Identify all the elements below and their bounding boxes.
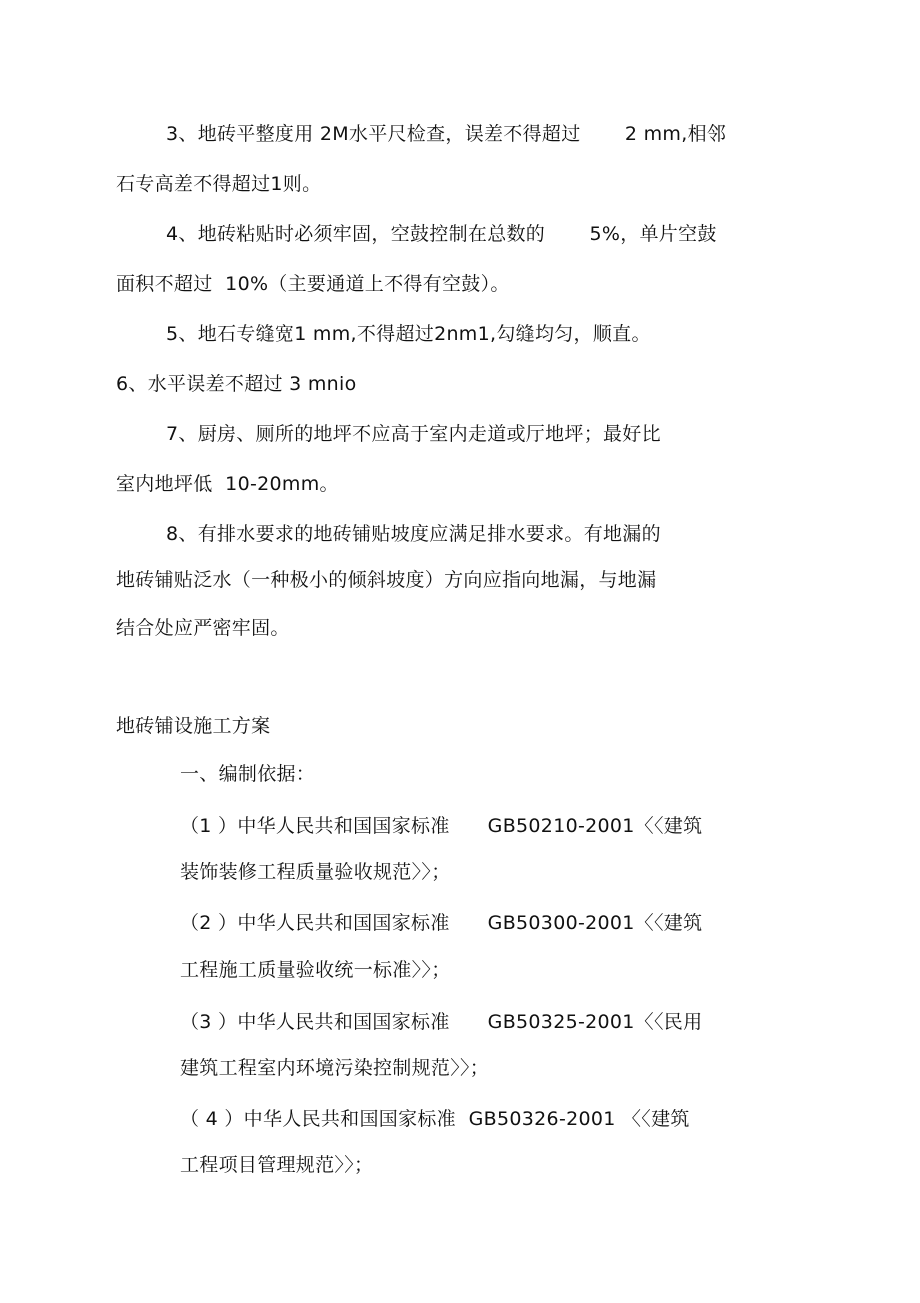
- text-line-item-8-cont2: 结合处应严密牢固。: [116, 617, 290, 639]
- text-line-item-4-cont: 面积不超过 10%（主要通道上不得有空鼓）。: [116, 273, 510, 295]
- reference-4: （ 4 ）中华人民共和国国家标准 GB50326-2001 〈〈建筑: [180, 1108, 690, 1130]
- reference-2: （2 ）中华人民共和国国家标准 GB50300-2001〈〈建筑: [180, 912, 703, 934]
- text-line-item-5: 5、地石专缝宽1 mm,不得超过2nm1,勾缝均匀，顺直。: [166, 323, 651, 345]
- text-line-item-3-cont: 石专高差不得超过1则。: [116, 173, 322, 195]
- subheading: 一、编制依据：: [180, 763, 316, 785]
- section-title: 地砖铺设施工方案: [116, 715, 271, 737]
- text-line-item-6: 6、水平误差不超过 3 mnio: [116, 373, 357, 395]
- text-line-item-3: 3、地砖平整度用 2M水平尺检查，误差不得超过 2 mm,相邻: [166, 123, 727, 145]
- reference-2-cont: 工程施工质量验收统一标准〉〉；: [180, 959, 451, 981]
- text-line-item-7-cont: 室内地坪低 10-20mm。: [116, 473, 339, 495]
- text-line-item-4: 4、地砖粘贴时必须牢固，空鼓控制在总数的 5%，单片空鼓: [166, 223, 717, 245]
- reference-1: （1 ）中华人民共和国国家标准 GB50210-2001〈〈建筑: [180, 815, 703, 837]
- reference-3: （3 ）中华人民共和国国家标准 GB50325-2001〈〈民用: [180, 1011, 703, 1033]
- reference-3-cont: 建筑工程室内环境污染控制规范〉〉；: [180, 1057, 490, 1079]
- text-line-item-8: 8、有排水要求的地砖铺贴坡度应满足排水要求。有地漏的: [166, 523, 661, 545]
- text-line-item-7: 7、厨房、厕所的地坪不应高于室内走道或厅地坪；最好比: [166, 423, 661, 445]
- reference-4-cont: 工程项目管理规范〉〉；: [180, 1154, 374, 1176]
- text-line-item-8-cont1: 地砖铺贴泛水（一种极小的倾斜坡度）方向应指向地漏，与地漏: [116, 569, 657, 591]
- reference-1-cont: 装饰装修工程质量验收规范〉〉；: [180, 861, 451, 883]
